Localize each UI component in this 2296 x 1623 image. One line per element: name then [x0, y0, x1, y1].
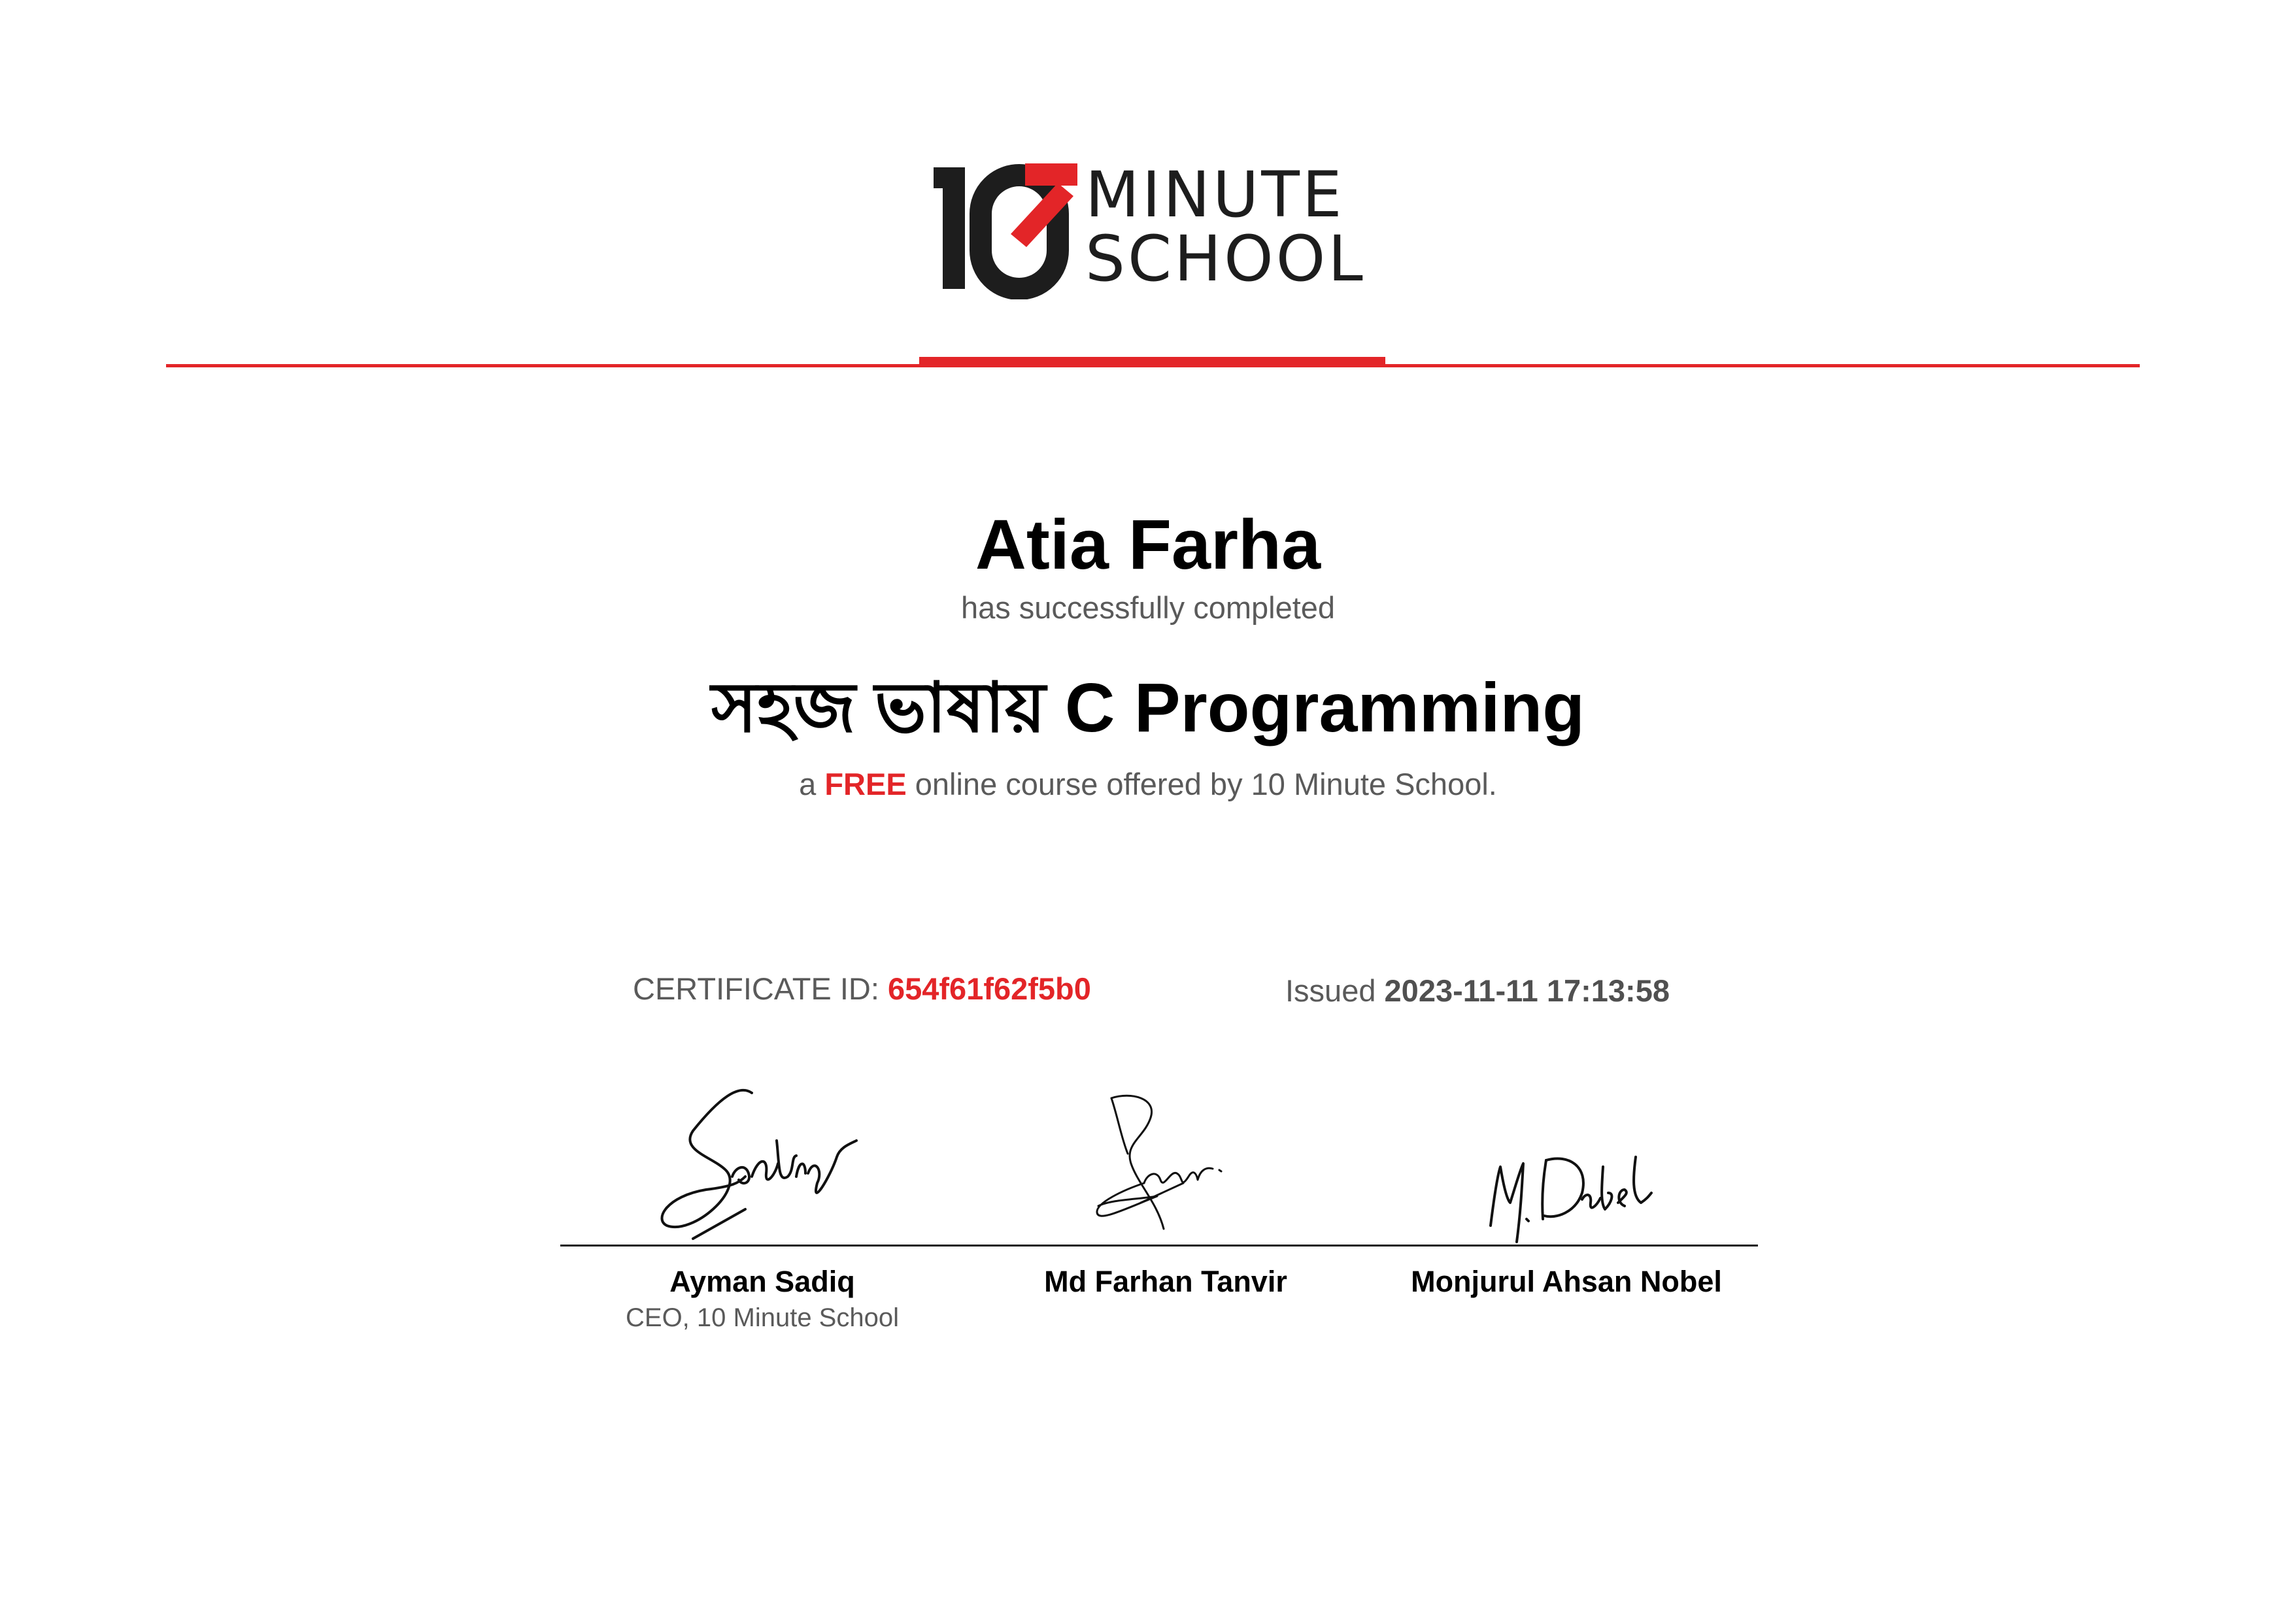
course-title: সহজ ভাষায় C Programming	[711, 669, 1585, 746]
issued-value: 2023-11-11 17:13:58	[1384, 973, 1670, 1008]
signer-name: Md Farhan Tanvir	[1044, 1265, 1287, 1298]
issued-date	[1285, 973, 1670, 1009]
offer-suffix: online course offered by 10 Minute School.	[915, 767, 1497, 801]
offer-line	[0, 766, 2296, 802]
offer-prefix: a	[799, 767, 817, 801]
logo-text-school: SCHOOL	[1085, 222, 1366, 295]
recipient-name: Atia Farha	[975, 505, 1321, 584]
signer-name: Monjurul Ahsan Nobel	[1411, 1265, 1722, 1298]
brand-logo	[934, 156, 1391, 299]
offer-free-badge: FREE	[824, 767, 907, 801]
completed-text: has successfully completed	[960, 590, 1336, 625]
certificate-id-label: CERTIFICATE ID:	[633, 971, 879, 1006]
certificate-id	[633, 971, 1091, 1007]
logo-text-minute: MINUTE	[1085, 158, 1345, 231]
signature-ayman-sadiq	[654, 1079, 869, 1242]
signature-monjurul-ahsan-nobel	[1484, 1141, 1654, 1248]
signer-title: CEO, 10 Minute School	[626, 1303, 899, 1332]
issued-label: Issued	[1285, 973, 1376, 1008]
header-divider-accent	[919, 357, 1385, 367]
signature-line	[560, 1245, 1758, 1247]
certificate-id-value: 654f61f62f5b0	[887, 971, 1091, 1006]
signature-md-farhan-tanvir	[1085, 1092, 1229, 1239]
signer-name: Ayman Sadiq	[669, 1265, 855, 1298]
